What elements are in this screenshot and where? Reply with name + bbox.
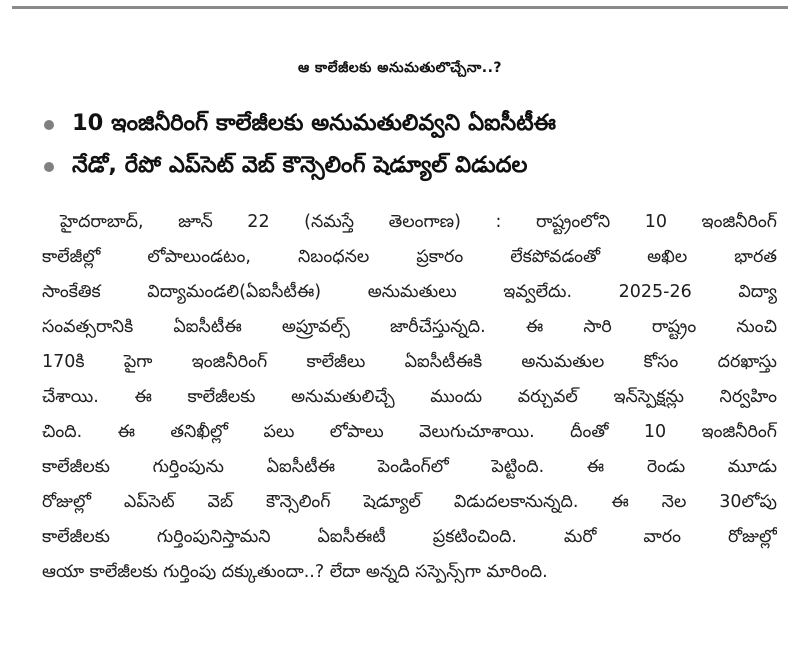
highlight-text: 10 ఇంజినీరింగ్ కాలేజీలకు అనుమతులివ్వని ఏఐసీటీఈ <box>72 109 556 136</box>
body-line: చేశాయి. ఈ కాలేజీలకు అనుమతులిచ్చే ముందు వర్చువల్ ఇన్‌స్పెక్షన్లు నిర్వహిం <box>42 387 777 407</box>
body-line: సాంకేతిక విద్యామండలి(ఏఐసీటీఈ) అనుమతులు ఇవ్వలేదు. 2025-26 విద్యా <box>42 282 777 302</box>
body-line: 170కి పైగా ఇంజినీరింగ్ కాలేజీలు ఏఐసీటీఈకి అనుమతుల కోసం దరఖాస్తు <box>42 352 777 372</box>
highlight-item <box>44 146 780 188</box>
body-line: సంవత్సరానికి ఏఐసీటీఈ అప్రూవల్స్ జారీచేస్తున్నది. ఈ సారి రాష్ట్రం నుంచి <box>42 317 777 337</box>
highlight-text: నేడో, రేపో ఎప్‌సెట్ వెబ్ కౌన్సెలింగ్ షెడ్యూల్ విడుదల <box>72 151 528 178</box>
body-line: కాలేజీల్లో లోపాలుండటం, నిబంధనల ప్రకారం లేకపోవడంతో అఖిల భారత <box>42 247 777 267</box>
article-headline: ఆ కాలేజీలకు అనుమతులొచ్చేనా..? <box>297 60 503 76</box>
article-highlights <box>44 104 780 188</box>
body-line: హైదరాబాద్, జూన్ 22 (నమస్తే తెలంగాణ) : రాష్ట్రంలోని 10 ఇంజినీరింగ్ <box>60 212 777 232</box>
bullet-icon <box>44 162 54 172</box>
body-line: చింది. ఈ తనిఖీల్లో పలు లోపాలు వెలుగుచూశాయి. దీంతో 10 ఇంజినీరింగ్ <box>42 422 777 442</box>
bullet-icon <box>44 120 54 130</box>
body-line: ఆయా కాలేజీలకు గుర్తింపు దక్కుతుందా..? లేదా అన్నది సస్పెన్స్‌గా మారింది. <box>42 562 548 582</box>
top-divider <box>12 6 788 9</box>
highlight-item <box>44 104 780 146</box>
body-line: కాలేజీలకు గుర్తింపునిస్తామని ఏఐసీఈటీ ప్రకటించింది. మరో వారం రోజుల్లో <box>42 527 777 547</box>
body-line: రోజుల్లో ఎప్‌సెట్ వెబ్ కౌన్సెలింగ్ షెడ్యూల్ విడుదలకానున్నది. ఈ నెల 30లోపు <box>42 492 777 512</box>
article-body <box>42 205 777 590</box>
body-line: కాలేజీలకు గుర్తింపును ఏఐసీటీఈ పెండింగ్‌లో పెట్టింది. ఈ రెండు మూడు <box>42 457 777 477</box>
